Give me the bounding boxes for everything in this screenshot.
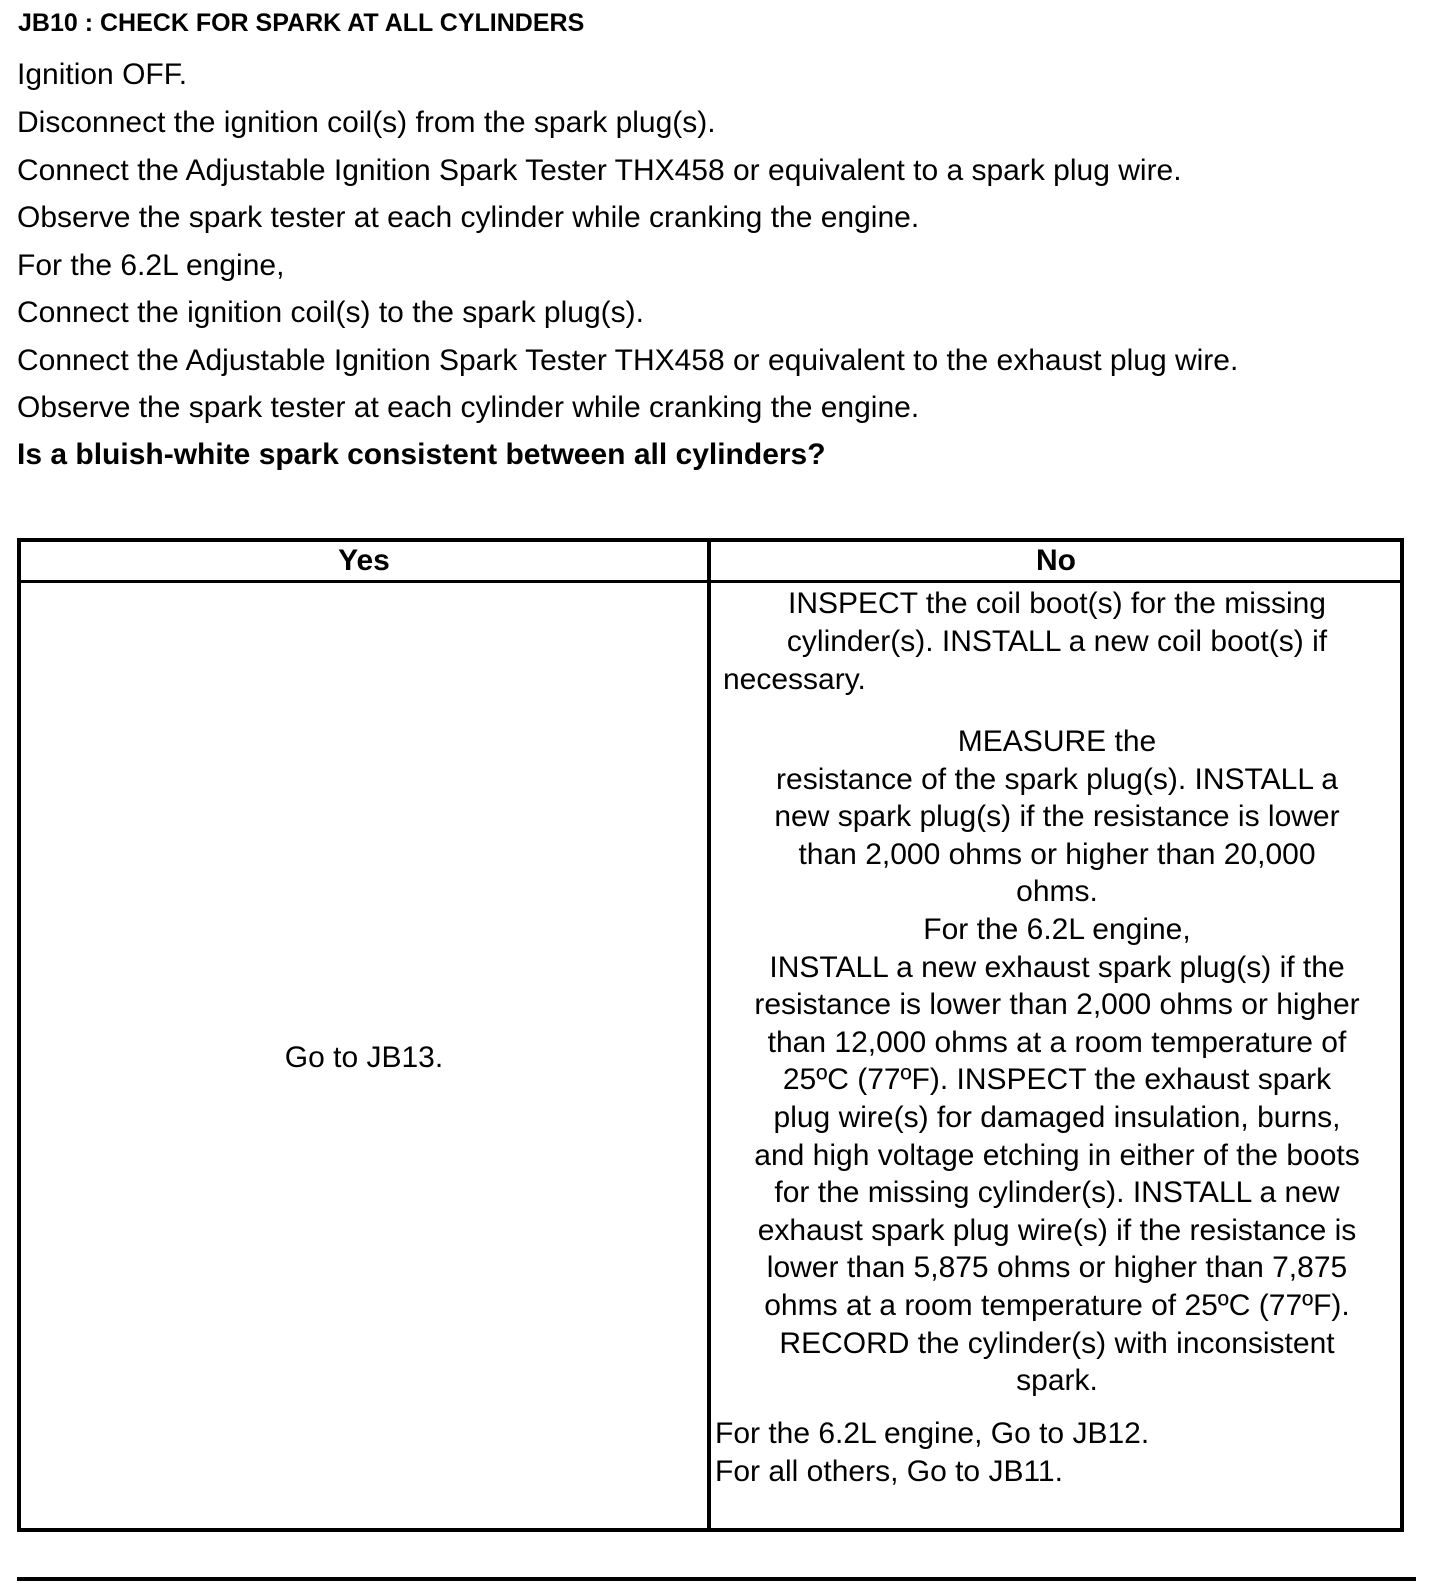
goto-jb12-text: For the 6.2L engine, Go to JB12. [715,1417,1150,1450]
no-text-line: RECORD the cylinder(s) with inconsistent [779,1326,1335,1360]
no-text-line: MEASURE the [957,725,1157,758]
test-question: Is a bluish-white spark consistent between all cylinders? [17,438,826,471]
step-observe-tester-exhaust: Observe the spark tester at each cylinder while cranking the engine. [17,391,920,424]
no-text-line: plug wire(s) for damaged insulation, burns, [773,1100,1341,1134]
step-6-2l-intro: For the 6.2L engine, [17,249,285,282]
goto-jb11-text: For all others, Go to JB11. [715,1455,1063,1488]
no-text-line: INSPECT the coil boot(s) for the missing [788,587,1326,620]
no-text-line: and high voltage etching in either of the boots [754,1138,1360,1172]
no-text-line: ohms at a room temperature of 25ºC (77ºF). [764,1288,1350,1322]
no-text-line: exhaust spark plug wire(s) if the resistance is [757,1213,1357,1247]
no-inspect-coil-boot [713,585,1401,699]
step-observe-tester: Observe the spark tester at each cylinder while cranking the engine. [17,201,920,234]
no-column-header: No [1036,544,1076,577]
no-text-line: for the missing cylinder(s). INSTALL a new [774,1176,1340,1210]
yes-column-header: Yes [338,544,390,577]
yes-result-text: Go to JB13. [284,1041,444,1074]
no-text-line: than 12,000 ohms at a room temperature of [767,1025,1347,1059]
no-text-line: resistance is lower than 2,000 ohms or higher [754,988,1360,1022]
no-text-line: lower than 5,875 ohms or higher than 7,875 [766,1251,1348,1285]
no-text-line: cylinder(s). INSTALL a new coil boot(s) if [786,625,1328,658]
table-header-divider [17,580,1404,583]
no-text-line: than 2,000 ohms or higher than 20,000 [798,837,1316,871]
no-text-line: 25ºC (77ºF). INSPECT the exhaust spark [782,1063,1332,1097]
step-connect-coils: Connect the ignition coil(s) to the spark plug(s). [17,296,644,329]
table-column-divider [707,538,711,1532]
no-text-line: For the 6.2L engine, [923,912,1191,946]
page-heading: JB10 : CHECK FOR SPARK AT ALL CYLINDERS [18,9,585,37]
no-text-line: ohms. [1016,875,1098,909]
step-connect-tester: Connect the Adjustable Ignition Spark Tester THX458 or equivalent to a spark plug wire. [17,154,1182,187]
step-ignition-off: Ignition OFF. [17,58,188,91]
no-text-line: new spark plug(s) if the resistance is lower [774,800,1340,834]
no-next-steps [713,1415,1403,1491]
step-connect-exhaust-tester: Connect the Adjustable Ignition Spark Tester THX458 or equivalent to the exhaust plug wire. [17,344,1239,377]
no-text-line: necessary. [723,663,866,696]
no-text-line: INSTALL a new exhaust spark plug(s) if the [769,950,1345,984]
no-measure-resistance [713,723,1401,1400]
no-text-line: spark. [1016,1364,1098,1398]
bottom-rule [17,1577,1416,1581]
step-disconnect-coils: Disconnect the ignition coil(s) from the spark plug(s). [17,106,716,139]
no-text-line: resistance of the spark plug(s). INSTALL a [776,762,1338,796]
